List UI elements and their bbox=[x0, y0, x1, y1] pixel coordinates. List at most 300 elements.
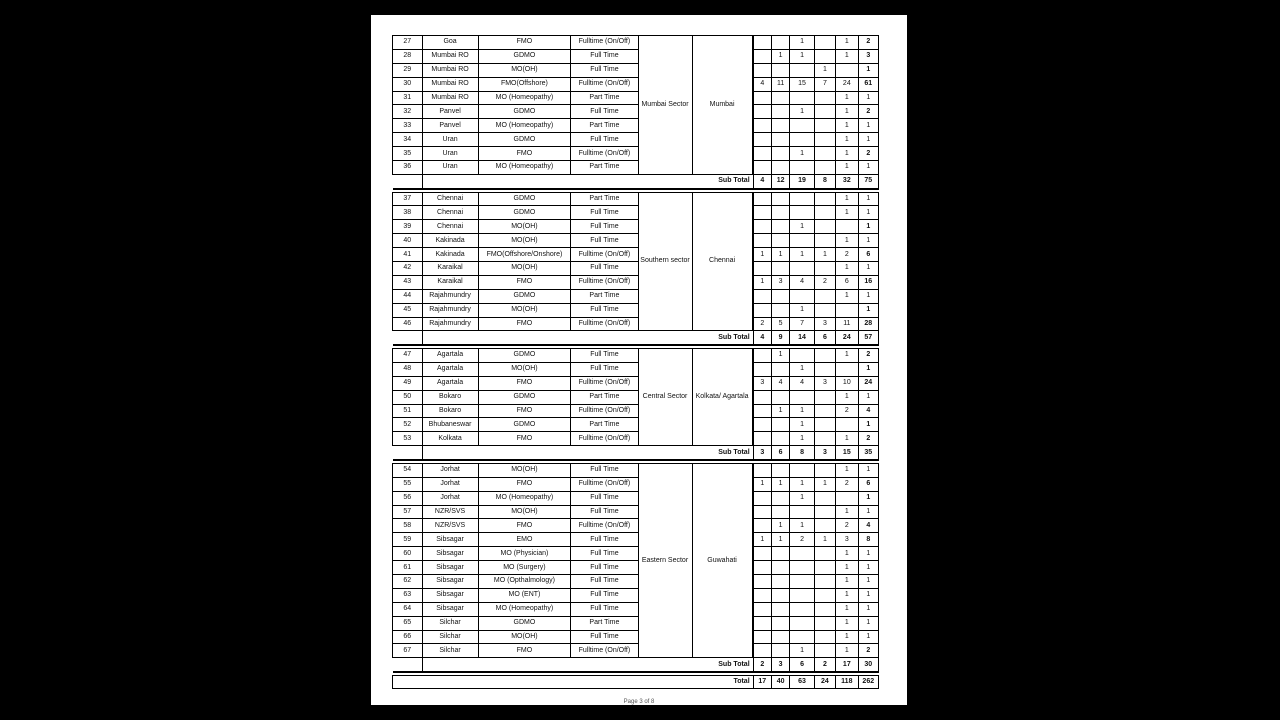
subtotal-row bbox=[393, 446, 879, 460]
location-cell: Uran bbox=[422, 133, 478, 147]
count-cell: 4 bbox=[790, 275, 814, 289]
table-row bbox=[393, 477, 879, 491]
table-row bbox=[393, 63, 879, 77]
count-cell bbox=[790, 574, 814, 588]
table-row bbox=[393, 362, 879, 376]
post-cell: MO (Surgery) bbox=[478, 561, 571, 575]
post-cell: GDMO bbox=[478, 49, 571, 63]
serial-number-cell: 28 bbox=[393, 49, 423, 63]
count-cell bbox=[814, 432, 835, 446]
location-cell: Rajahmundry bbox=[422, 317, 478, 331]
serial-number-cell: 60 bbox=[393, 547, 423, 561]
row-total-cell: 1 bbox=[858, 63, 878, 77]
count-cell bbox=[814, 289, 835, 303]
count-cell: 1 bbox=[836, 36, 858, 50]
count-cell bbox=[814, 418, 835, 432]
location-cell: Chennai bbox=[422, 220, 478, 234]
post-cell: FMO bbox=[478, 36, 571, 50]
count-cell bbox=[753, 91, 771, 105]
table-row bbox=[393, 36, 879, 50]
employment-type-cell: Part Time bbox=[571, 390, 638, 404]
serial-number-cell: 44 bbox=[393, 289, 423, 303]
employment-type-cell: Part Time bbox=[571, 91, 638, 105]
table-row bbox=[393, 220, 879, 234]
row-total-cell: 1 bbox=[858, 561, 878, 575]
count-cell bbox=[771, 234, 789, 248]
post-cell: MO (ENT) bbox=[478, 588, 571, 602]
subtotal-count-cell: 17 bbox=[836, 658, 858, 672]
count-cell: 1 bbox=[836, 289, 858, 303]
count-cell bbox=[753, 349, 771, 363]
row-total-cell: 1 bbox=[858, 602, 878, 616]
count-cell bbox=[836, 220, 858, 234]
serial-number-cell: 48 bbox=[393, 362, 423, 376]
count-cell: 1 bbox=[836, 616, 858, 630]
count-cell: 2 bbox=[836, 477, 858, 491]
count-cell: 1 bbox=[771, 533, 789, 547]
row-total-cell: 1 bbox=[858, 161, 878, 175]
employment-type-cell: Full Time bbox=[571, 234, 638, 248]
count-cell bbox=[771, 574, 789, 588]
count-cell: 1 bbox=[836, 602, 858, 616]
count-cell bbox=[753, 602, 771, 616]
row-total-cell: 1 bbox=[858, 220, 878, 234]
count-cell bbox=[771, 261, 789, 275]
row-total-cell: 1 bbox=[858, 630, 878, 644]
count-cell: 1 bbox=[790, 418, 814, 432]
count-cell bbox=[814, 161, 835, 175]
count-cell bbox=[771, 561, 789, 575]
count-cell bbox=[814, 644, 835, 658]
count-cell: 24 bbox=[836, 77, 858, 91]
location-cell: Silchar bbox=[422, 644, 478, 658]
row-total-cell: 1 bbox=[858, 289, 878, 303]
count-cell bbox=[814, 303, 835, 317]
count-cell: 1 bbox=[790, 147, 814, 161]
post-cell: FMO(Offshore/Onshore) bbox=[478, 248, 571, 262]
subtotal-total-cell: 30 bbox=[858, 658, 878, 672]
count-cell bbox=[753, 362, 771, 376]
subtotal-total-cell: 75 bbox=[858, 174, 878, 188]
count-cell bbox=[753, 404, 771, 418]
grand-total-count-cell: 17 bbox=[753, 675, 771, 689]
employment-type-cell: Full Time bbox=[571, 630, 638, 644]
location-cell: Kolkata bbox=[422, 432, 478, 446]
serial-number-cell: 62 bbox=[393, 574, 423, 588]
count-cell: 1 bbox=[753, 533, 771, 547]
count-cell bbox=[771, 133, 789, 147]
subtotal-count-cell: 9 bbox=[771, 331, 789, 345]
post-cell: FMO bbox=[478, 376, 571, 390]
serial-number-cell: 47 bbox=[393, 349, 423, 363]
count-cell: 1 bbox=[836, 133, 858, 147]
count-cell: 4 bbox=[790, 376, 814, 390]
count-cell bbox=[836, 303, 858, 317]
table-row bbox=[393, 105, 879, 119]
serial-number-cell: 43 bbox=[393, 275, 423, 289]
count-cell: 1 bbox=[836, 105, 858, 119]
count-cell bbox=[790, 133, 814, 147]
count-cell bbox=[814, 463, 835, 477]
serial-number-cell: 58 bbox=[393, 519, 423, 533]
subtotal-count-cell: 4 bbox=[753, 331, 771, 345]
employment-type-cell: Full Time bbox=[571, 561, 638, 575]
post-cell: MO (Homeopathy) bbox=[478, 119, 571, 133]
count-cell: 11 bbox=[771, 77, 789, 91]
count-cell: 1 bbox=[836, 161, 858, 175]
subtotal-count-cell: 4 bbox=[753, 174, 771, 188]
count-cell bbox=[753, 36, 771, 50]
location-cell: NZR/SVS bbox=[422, 519, 478, 533]
subtotal-row bbox=[393, 331, 879, 345]
grand-total-count-cell: 24 bbox=[814, 675, 835, 689]
count-cell bbox=[790, 63, 814, 77]
count-cell: 1 bbox=[836, 91, 858, 105]
row-total-cell: 1 bbox=[858, 234, 878, 248]
subtotal-row bbox=[393, 174, 879, 188]
count-cell bbox=[753, 561, 771, 575]
document-page bbox=[371, 15, 907, 705]
row-total-cell: 1 bbox=[858, 463, 878, 477]
employment-type-cell: Fulltime (On/Off) bbox=[571, 248, 638, 262]
employment-type-cell: Full Time bbox=[571, 220, 638, 234]
subtotal-count-cell: 8 bbox=[814, 174, 835, 188]
subtotal-label: Sub Total bbox=[422, 331, 753, 345]
location-cell: Goa bbox=[422, 36, 478, 50]
table-row bbox=[393, 491, 879, 505]
count-cell bbox=[771, 91, 789, 105]
row-total-cell: 1 bbox=[858, 491, 878, 505]
post-cell: FMO bbox=[478, 477, 571, 491]
count-cell: 2 bbox=[836, 519, 858, 533]
subtotal-count-cell: 2 bbox=[753, 658, 771, 672]
serial-number-cell: 46 bbox=[393, 317, 423, 331]
count-cell bbox=[771, 418, 789, 432]
count-cell bbox=[790, 192, 814, 206]
count-cell: 1 bbox=[771, 248, 789, 262]
subtotal-margin-cell bbox=[393, 174, 423, 188]
serial-number-cell: 34 bbox=[393, 133, 423, 147]
count-cell bbox=[814, 206, 835, 220]
employment-type-cell: Full Time bbox=[571, 547, 638, 561]
location-cell: Karaikal bbox=[422, 261, 478, 275]
serial-number-cell: 33 bbox=[393, 119, 423, 133]
employment-type-cell: Full Time bbox=[571, 105, 638, 119]
count-cell bbox=[814, 147, 835, 161]
subtotal-count-cell: 2 bbox=[814, 658, 835, 672]
post-cell: MO(OH) bbox=[478, 234, 571, 248]
post-cell: MO (Opthalmology) bbox=[478, 574, 571, 588]
count-cell: 3 bbox=[753, 376, 771, 390]
employment-type-cell: Fulltime (On/Off) bbox=[571, 147, 638, 161]
count-cell bbox=[814, 390, 835, 404]
count-cell: 1 bbox=[771, 519, 789, 533]
count-cell bbox=[771, 630, 789, 644]
count-cell: 3 bbox=[836, 533, 858, 547]
location-cell: Mumbai RO bbox=[422, 77, 478, 91]
table-row bbox=[393, 49, 879, 63]
count-cell bbox=[814, 547, 835, 561]
count-cell: 2 bbox=[814, 275, 835, 289]
serial-number-cell: 41 bbox=[393, 248, 423, 262]
serial-number-cell: 61 bbox=[393, 561, 423, 575]
subtotal-count-cell: 12 bbox=[771, 174, 789, 188]
serial-number-cell: 50 bbox=[393, 390, 423, 404]
serial-number-cell: 66 bbox=[393, 630, 423, 644]
count-cell: 1 bbox=[836, 588, 858, 602]
row-total-cell: 1 bbox=[858, 192, 878, 206]
subtotal-label: Sub Total bbox=[422, 658, 753, 672]
serial-number-cell: 40 bbox=[393, 234, 423, 248]
location-cell: Bokaro bbox=[422, 404, 478, 418]
count-cell: 1 bbox=[836, 644, 858, 658]
row-total-cell: 2 bbox=[858, 105, 878, 119]
count-cell bbox=[836, 491, 858, 505]
table-row bbox=[393, 289, 879, 303]
row-total-cell: 2 bbox=[858, 349, 878, 363]
location-cell: Kakinada bbox=[422, 248, 478, 262]
location-cell: Panvel bbox=[422, 119, 478, 133]
table-row bbox=[393, 161, 879, 175]
row-total-cell: 2 bbox=[858, 644, 878, 658]
post-cell: MO(OH) bbox=[478, 362, 571, 376]
count-cell: 1 bbox=[790, 404, 814, 418]
count-cell bbox=[771, 547, 789, 561]
row-total-cell: 8 bbox=[858, 533, 878, 547]
count-cell bbox=[836, 418, 858, 432]
table-row bbox=[393, 547, 879, 561]
count-cell bbox=[836, 362, 858, 376]
employment-type-cell: Full Time bbox=[571, 261, 638, 275]
count-cell bbox=[814, 404, 835, 418]
location-cell: Mumbai RO bbox=[422, 49, 478, 63]
row-total-cell: 1 bbox=[858, 418, 878, 432]
location-cell: Sibsagar bbox=[422, 561, 478, 575]
location-cell: NZR/SVS bbox=[422, 505, 478, 519]
table-row bbox=[393, 234, 879, 248]
post-cell: MO(OH) bbox=[478, 505, 571, 519]
count-cell: 1 bbox=[836, 261, 858, 275]
count-cell bbox=[771, 463, 789, 477]
count-cell: 1 bbox=[790, 477, 814, 491]
sector-cell: Eastern Sector bbox=[638, 463, 692, 657]
count-cell: 1 bbox=[814, 248, 835, 262]
count-cell bbox=[814, 105, 835, 119]
count-cell: 1 bbox=[790, 105, 814, 119]
count-cell bbox=[771, 161, 789, 175]
subtotal-label: Sub Total bbox=[422, 174, 753, 188]
employment-type-cell: Fulltime (On/Off) bbox=[571, 77, 638, 91]
location-cell: Agartala bbox=[422, 349, 478, 363]
post-cell: FMO bbox=[478, 404, 571, 418]
subtotal-total-cell: 35 bbox=[858, 446, 878, 460]
employment-type-cell: Part Time bbox=[571, 192, 638, 206]
page-footer: Page 3 of 8 bbox=[623, 699, 655, 705]
count-cell bbox=[753, 432, 771, 446]
count-cell: 1 bbox=[753, 248, 771, 262]
count-cell: 1 bbox=[836, 234, 858, 248]
row-total-cell: 4 bbox=[858, 404, 878, 418]
table-row bbox=[393, 248, 879, 262]
count-cell bbox=[771, 491, 789, 505]
row-total-cell: 1 bbox=[858, 362, 878, 376]
employment-type-cell: Full Time bbox=[571, 349, 638, 363]
employment-type-cell: Full Time bbox=[571, 574, 638, 588]
employment-type-cell: Part Time bbox=[571, 616, 638, 630]
table-row bbox=[393, 432, 879, 446]
serial-number-cell: 64 bbox=[393, 602, 423, 616]
post-cell: MO(OH) bbox=[478, 630, 571, 644]
count-cell bbox=[771, 303, 789, 317]
location-cell: Chennai bbox=[422, 206, 478, 220]
count-cell: 6 bbox=[836, 275, 858, 289]
count-cell: 1 bbox=[790, 432, 814, 446]
location-cell: Rajahmundry bbox=[422, 289, 478, 303]
count-cell: 4 bbox=[771, 376, 789, 390]
post-cell: GDMO bbox=[478, 105, 571, 119]
count-cell: 1 bbox=[790, 36, 814, 50]
post-cell: GDMO bbox=[478, 390, 571, 404]
table-row bbox=[393, 349, 879, 363]
subtotal-count-cell: 6 bbox=[814, 331, 835, 345]
location-cell: Sibsagar bbox=[422, 547, 478, 561]
table-row bbox=[393, 206, 879, 220]
count-cell bbox=[790, 349, 814, 363]
count-cell bbox=[771, 432, 789, 446]
count-cell bbox=[753, 644, 771, 658]
post-cell: GDMO bbox=[478, 289, 571, 303]
row-total-cell: 16 bbox=[858, 275, 878, 289]
count-cell: 1 bbox=[814, 533, 835, 547]
serial-number-cell: 29 bbox=[393, 63, 423, 77]
employment-type-cell: Fulltime (On/Off) bbox=[571, 432, 638, 446]
count-cell: 1 bbox=[790, 519, 814, 533]
table-row bbox=[393, 418, 879, 432]
subtotal-count-cell: 15 bbox=[836, 446, 858, 460]
table-row bbox=[393, 91, 879, 105]
count-cell bbox=[753, 519, 771, 533]
location-cell: Silchar bbox=[422, 630, 478, 644]
location-cell: Sibsagar bbox=[422, 588, 478, 602]
serial-number-cell: 27 bbox=[393, 36, 423, 50]
employment-type-cell: Fulltime (On/Off) bbox=[571, 317, 638, 331]
count-cell: 1 bbox=[836, 561, 858, 575]
location-cell: Mumbai RO bbox=[422, 63, 478, 77]
post-cell: FMO bbox=[478, 432, 571, 446]
row-total-cell: 28 bbox=[858, 317, 878, 331]
employment-type-cell: Full Time bbox=[571, 303, 638, 317]
post-cell: MO(OH) bbox=[478, 63, 571, 77]
serial-number-cell: 36 bbox=[393, 161, 423, 175]
location-cell: Mumbai RO bbox=[422, 91, 478, 105]
count-cell: 1 bbox=[790, 303, 814, 317]
count-cell: 1 bbox=[771, 404, 789, 418]
count-cell bbox=[814, 49, 835, 63]
row-total-cell: 1 bbox=[858, 261, 878, 275]
location-cell: Karaikal bbox=[422, 275, 478, 289]
count-cell bbox=[753, 547, 771, 561]
post-cell: FMO bbox=[478, 275, 571, 289]
count-cell: 3 bbox=[814, 317, 835, 331]
count-cell bbox=[771, 206, 789, 220]
count-cell bbox=[814, 192, 835, 206]
row-total-cell: 1 bbox=[858, 119, 878, 133]
grand-total-label: Total bbox=[393, 675, 754, 689]
grand-total-row bbox=[393, 675, 879, 689]
count-cell: 1 bbox=[790, 644, 814, 658]
count-cell bbox=[753, 289, 771, 303]
table-row bbox=[393, 644, 879, 658]
count-cell bbox=[814, 234, 835, 248]
post-cell: GDMO bbox=[478, 418, 571, 432]
table-row bbox=[393, 133, 879, 147]
row-total-cell: 1 bbox=[858, 547, 878, 561]
count-cell bbox=[771, 36, 789, 50]
row-total-cell: 2 bbox=[858, 36, 878, 50]
count-cell bbox=[790, 234, 814, 248]
table-row bbox=[393, 561, 879, 575]
count-cell: 5 bbox=[771, 317, 789, 331]
subtotal-count-cell: 32 bbox=[836, 174, 858, 188]
employment-type-cell: Fulltime (On/Off) bbox=[571, 275, 638, 289]
post-cell: MO (Homeopathy) bbox=[478, 161, 571, 175]
count-cell bbox=[753, 234, 771, 248]
post-cell: GDMO bbox=[478, 349, 571, 363]
count-cell bbox=[771, 362, 789, 376]
serial-number-cell: 67 bbox=[393, 644, 423, 658]
row-total-cell: 2 bbox=[858, 432, 878, 446]
count-cell bbox=[814, 505, 835, 519]
subtotal-label: Sub Total bbox=[422, 446, 753, 460]
count-cell bbox=[790, 289, 814, 303]
count-cell bbox=[753, 63, 771, 77]
count-cell bbox=[790, 463, 814, 477]
location-cell: Silchar bbox=[422, 616, 478, 630]
row-total-cell: 1 bbox=[858, 206, 878, 220]
count-cell: 1 bbox=[836, 147, 858, 161]
serial-number-cell: 55 bbox=[393, 477, 423, 491]
count-cell bbox=[790, 505, 814, 519]
table-row bbox=[393, 463, 879, 477]
count-cell: 1 bbox=[836, 192, 858, 206]
serial-number-cell: 56 bbox=[393, 491, 423, 505]
count-cell bbox=[814, 616, 835, 630]
employment-type-cell: Full Time bbox=[571, 533, 638, 547]
post-cell: GDMO bbox=[478, 616, 571, 630]
count-cell bbox=[753, 192, 771, 206]
table-row bbox=[393, 533, 879, 547]
count-cell: 1 bbox=[836, 49, 858, 63]
region-cell: Mumbai bbox=[692, 36, 752, 175]
table-row bbox=[393, 574, 879, 588]
location-cell: Agartala bbox=[422, 376, 478, 390]
employment-type-cell: Full Time bbox=[571, 463, 638, 477]
serial-number-cell: 42 bbox=[393, 261, 423, 275]
count-cell: 4 bbox=[753, 77, 771, 91]
serial-number-cell: 30 bbox=[393, 77, 423, 91]
location-cell: Jorhat bbox=[422, 477, 478, 491]
count-cell bbox=[790, 602, 814, 616]
count-cell: 1 bbox=[771, 49, 789, 63]
count-cell bbox=[771, 602, 789, 616]
post-cell: MO(OH) bbox=[478, 220, 571, 234]
count-cell bbox=[814, 362, 835, 376]
count-cell bbox=[771, 390, 789, 404]
count-cell bbox=[753, 303, 771, 317]
count-cell bbox=[790, 616, 814, 630]
count-cell: 15 bbox=[790, 77, 814, 91]
region-cell: Chennai bbox=[692, 192, 752, 331]
